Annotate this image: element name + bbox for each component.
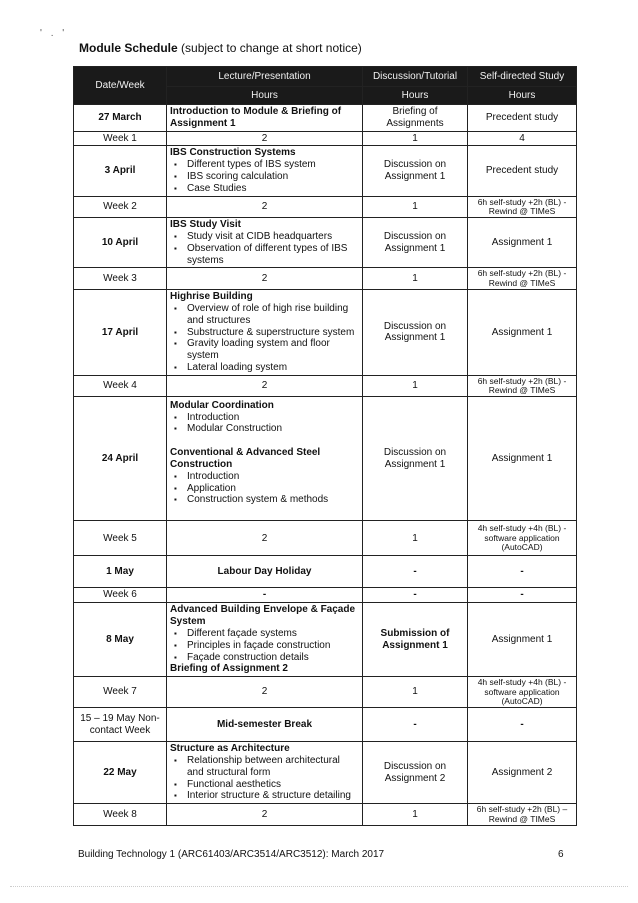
topic-list xyxy=(170,159,359,194)
discussion-hours: 1 xyxy=(363,268,468,290)
list-item: ▪ Principles in façade construction xyxy=(187,640,359,652)
discussion-cell: Briefing of Assignments xyxy=(363,105,468,132)
week-cell: Week 4 xyxy=(74,375,167,397)
self-study-cell: Assignment 2 xyxy=(468,742,577,804)
table-row xyxy=(74,556,577,588)
topic-title: Modular Coordination xyxy=(170,399,274,411)
header-row xyxy=(74,67,577,87)
topic-title: IBS Construction Systems xyxy=(170,147,296,159)
table-row xyxy=(74,603,577,677)
discussion-hours: - xyxy=(363,588,468,603)
self-study-cell: - xyxy=(468,556,577,588)
header-lecture: Lecture/Presentation xyxy=(167,67,363,87)
break-cell: Mid-semester Break xyxy=(167,708,363,742)
header-self-study: Self-directed Study xyxy=(468,67,577,87)
list-item: ▪ Introduction xyxy=(187,471,359,483)
topic-title: Briefing of Assignment 2 xyxy=(170,663,288,675)
topic-list xyxy=(170,471,359,506)
date-cell: 22 May xyxy=(74,742,167,804)
list-item: ▪ Study visit at CIDB headquarters xyxy=(187,231,359,243)
self-study-cell: Assignment 1 xyxy=(468,603,577,677)
topic-cell xyxy=(167,290,363,376)
self-study-hours: 4 xyxy=(468,131,577,146)
date-cell: 27 March xyxy=(74,105,167,132)
week-row xyxy=(74,131,577,146)
topic-title: Introduction to Module & Briefing of Assignment 1 xyxy=(167,105,363,132)
discussion-cell: Discussion on Assignment 1 xyxy=(363,290,468,376)
week-row xyxy=(74,677,577,708)
date-cell: 10 April xyxy=(74,218,167,268)
self-study-hours: 6h self-study +2h (BL) - Rewind @ TIMeS xyxy=(468,375,577,397)
page-number: 6 xyxy=(558,849,564,860)
date-cell: 17 April xyxy=(74,290,167,376)
discussion-hours: 1 xyxy=(363,375,468,397)
topic-cell xyxy=(167,146,363,196)
topic-list xyxy=(170,628,359,663)
self-study-hours: 6h self-study +2h (BL) - Rewind @ TIMeS xyxy=(468,196,577,218)
week-row xyxy=(74,804,577,826)
self-study-cell: Precedent study xyxy=(468,146,577,196)
topic-cell xyxy=(167,218,363,268)
discussion-cell: - xyxy=(363,556,468,588)
lecture-hours: - xyxy=(167,588,363,603)
discussion-cell: Submission of Assignment 1 xyxy=(363,603,468,677)
week-cell: Week 5 xyxy=(74,521,167,556)
self-study-hours: 4h self-study +4h (BL) - software application (AutoCAD) xyxy=(468,521,577,556)
discussion-hours: 1 xyxy=(363,804,468,826)
table-row xyxy=(74,708,577,742)
discussion-cell: - xyxy=(363,708,468,742)
self-study-cell: - xyxy=(468,708,577,742)
date-cell: 3 April xyxy=(74,146,167,196)
topic-list xyxy=(170,755,359,802)
topic-cell xyxy=(167,742,363,804)
list-item: ▪ Modular Construction xyxy=(187,423,359,435)
lecture-hours: 2 xyxy=(167,804,363,826)
discussion-hours: 1 xyxy=(363,521,468,556)
page-footer: Building Technology 1 (ARC61403/ARC3514/ARC3512): March 2017 xyxy=(78,849,385,860)
header-date-week: Date/Week xyxy=(74,67,167,105)
list-item: ▪ Case Studies xyxy=(187,183,359,195)
header-hours: Hours xyxy=(363,87,468,105)
topic-title: Highrise Building xyxy=(170,291,253,303)
header-discussion: Discussion/Tutorial xyxy=(363,67,468,87)
lecture-hours: 2 xyxy=(167,268,363,290)
week-cell: Week 3 xyxy=(74,268,167,290)
topic-list xyxy=(170,231,359,266)
self-study-hours: 6h self-study +2h (BL) - Rewind @ TIMeS xyxy=(468,268,577,290)
discussion-hours: 1 xyxy=(363,196,468,218)
week-cell: Week 1 xyxy=(74,131,167,146)
scan-edge-line xyxy=(10,886,628,887)
topic-title: Conventional & Advanced Steel Construction xyxy=(170,447,321,470)
list-item: ▪ Construction system & methods xyxy=(187,494,359,506)
list-item: ▪ Substructure & superstructure system xyxy=(187,327,359,339)
table-row xyxy=(74,218,577,268)
lecture-hours: 2 xyxy=(167,196,363,218)
list-item: ▪ Overview of role of high rise building and structures xyxy=(187,303,359,327)
list-item: ▪ Lateral loading system xyxy=(187,362,359,374)
scan-marks: ' . ' xyxy=(40,28,68,39)
self-study-hours: 4h self-study +4h (BL) - software application (AutoCAD) xyxy=(468,677,577,708)
list-item: ▪ IBS scoring calculation xyxy=(187,171,359,183)
self-study-hours: 6h self-study +2h (BL) – Rewind @ TIMeS xyxy=(468,804,577,826)
page-title xyxy=(79,41,362,55)
self-study-cell: Assignment 1 xyxy=(468,218,577,268)
week-row xyxy=(74,521,577,556)
list-item: ▪ Different façade systems xyxy=(187,628,359,640)
list-item: ▪ Introduction xyxy=(187,412,359,424)
discussion-cell: Discussion on Assignment 2 xyxy=(363,742,468,804)
week-cell: Week 7 xyxy=(74,677,167,708)
week-row xyxy=(74,268,577,290)
discussion-cell: Discussion on Assignment 1 xyxy=(363,397,468,521)
discussion-cell: Discussion on Assignment 1 xyxy=(363,218,468,268)
list-item: ▪ Façade construction details xyxy=(187,652,359,664)
list-item: ▪ Gravity loading system and floor system xyxy=(187,338,359,362)
header-hours: Hours xyxy=(167,87,363,105)
list-item: ▪ Different types of IBS system xyxy=(187,159,359,171)
topic-list xyxy=(170,303,359,374)
self-study-cell: Precedent study xyxy=(468,105,577,132)
holiday-cell: Labour Day Holiday xyxy=(167,556,363,588)
table-row xyxy=(74,105,577,132)
date-cell: 24 April xyxy=(74,397,167,521)
discussion-hours: 1 xyxy=(363,677,468,708)
title-bold: Module Schedule xyxy=(79,41,178,55)
date-cell: 1 May xyxy=(74,556,167,588)
week-row xyxy=(74,375,577,397)
topic-list xyxy=(170,412,359,436)
week-row xyxy=(74,196,577,218)
self-study-hours: - xyxy=(468,588,577,603)
week-cell: Week 8 xyxy=(74,804,167,826)
module-schedule-table xyxy=(73,66,577,826)
week-cell: Week 2 xyxy=(74,196,167,218)
lecture-hours: 2 xyxy=(167,677,363,708)
list-item: ▪ Relationship between architectural and structural form xyxy=(187,755,359,779)
spacer xyxy=(170,435,359,447)
topic-cell xyxy=(167,397,363,521)
table-row xyxy=(74,146,577,196)
list-item: ▪ Observation of different types of IBS systems xyxy=(187,243,359,267)
date-cell: 8 May xyxy=(74,603,167,677)
title-note: (subject to change at short notice) xyxy=(177,41,362,55)
lecture-hours: 2 xyxy=(167,375,363,397)
topic-cell xyxy=(167,603,363,677)
discussion-hours: 1 xyxy=(363,131,468,146)
table-row xyxy=(74,397,577,521)
spacer xyxy=(170,506,359,518)
lecture-hours: 2 xyxy=(167,521,363,556)
list-item: ▪ Application xyxy=(187,483,359,495)
topic-title: IBS Study Visit xyxy=(170,219,241,231)
list-item: ▪ Functional aesthetics xyxy=(187,779,359,791)
week-row xyxy=(74,588,577,603)
week-cell: Week 6 xyxy=(74,588,167,603)
header-hours: Hours xyxy=(468,87,577,105)
date-cell: 15 – 19 May Non-contact Week xyxy=(74,708,167,742)
self-study-cell: Assignment 1 xyxy=(468,397,577,521)
topic-title: Structure as Architecture xyxy=(170,743,290,755)
table-row xyxy=(74,742,577,804)
self-study-cell: Assignment 1 xyxy=(468,290,577,376)
table-row xyxy=(74,290,577,376)
discussion-cell: Discussion on Assignment 1 xyxy=(363,146,468,196)
topic-title: Advanced Building Envelope & Façade System xyxy=(170,604,356,628)
lecture-hours: 2 xyxy=(167,131,363,146)
list-item: ▪ Interior structure & structure detailing xyxy=(187,790,359,802)
